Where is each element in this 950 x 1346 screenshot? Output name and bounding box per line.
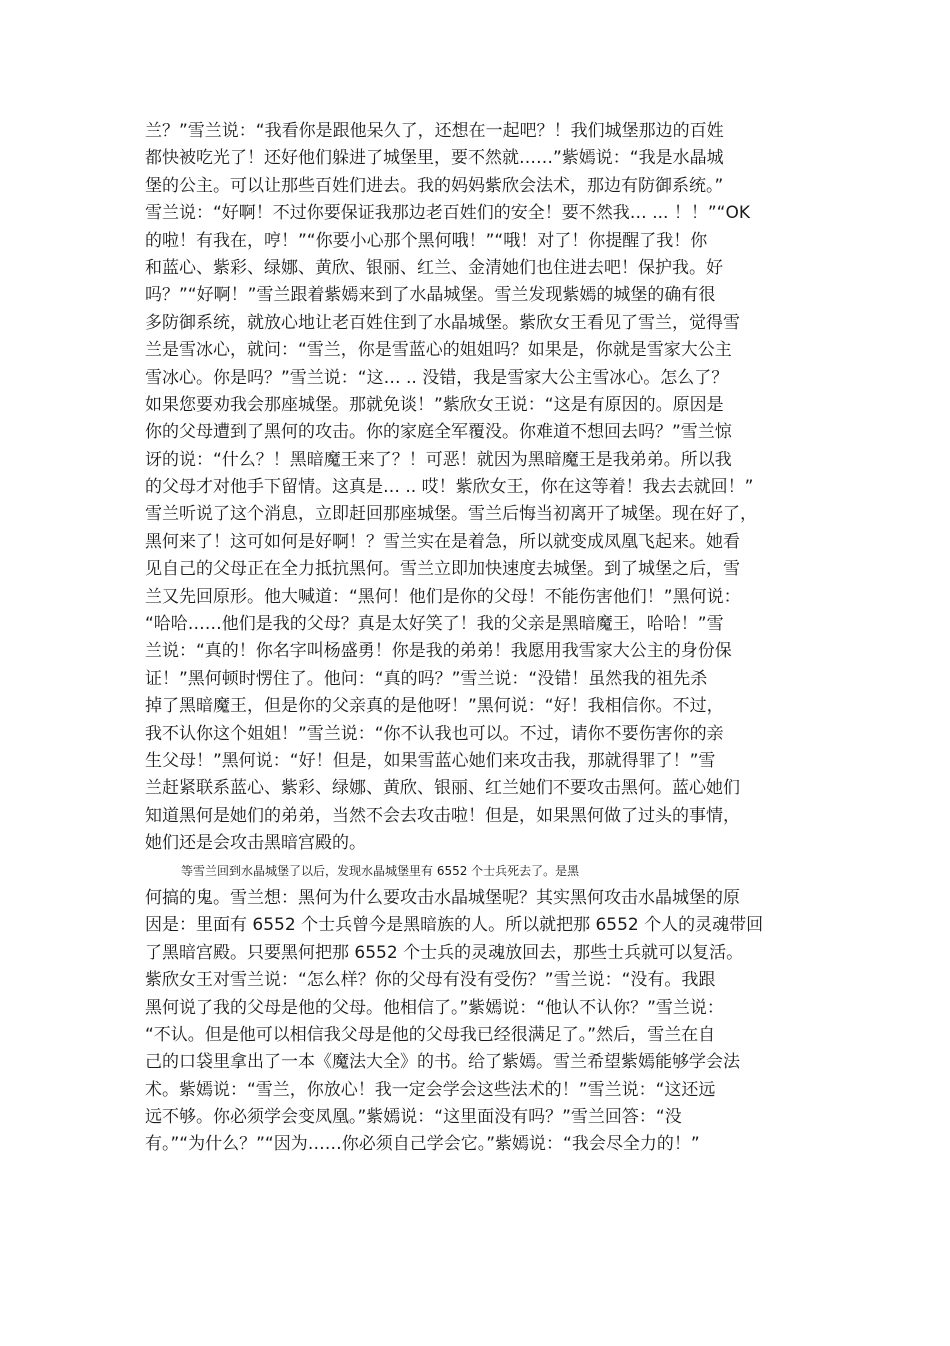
text-line: 兰赶紧联系蓝心、紫彩、绿娜、黄欣、银丽、红兰她们不要攻击黑何。蓝心她们: [145, 778, 740, 799]
text-line: 的啦！有我在，哼！”“你要小心那个黑何哦！”“哦！对了！你提醒了我！你: [145, 230, 708, 251]
text-line: 证！”黑何顿时愣住了。他问：“真的吗？”雪兰说：“没错！虽然我的祖先杀: [145, 668, 708, 689]
text-line: 因是：里面有 6552 个士兵曾今是黑暗族的人。所以就把那 6552 个人的灵魂带回: [145, 915, 764, 936]
text-line: 雪兰说：“好啊！不过你要保证我那边老百姓们的安全！要不然我… ... ！！”“OK: [145, 203, 750, 224]
text-line: 术。紫嫣说：“雪兰，你放心！我一定会学会这些法术的！”雪兰说：“这还远: [145, 1079, 716, 1100]
text-line: 多防御系统，就放心地让老百姓住到了水晶城堡。紫欣女王看见了雪兰，觉得雪: [145, 312, 740, 333]
text-line: 和蓝心、紫彩、绿娜、黄欣、银丽、红兰、金清她们也住进去吧！保护我。好: [145, 257, 723, 278]
text-line: 掉了黑暗魔王，但是你的父亲真的是他呀！”黑何说：“好！我相信你。不过，: [145, 696, 724, 717]
story-text-block: [145, 118, 825, 1159]
text-line: 知道黑何是她们的弟弟，当然不会去攻击啦！但是，如果黑何做了过头的事情，: [145, 805, 740, 826]
text-line: 何搞的鬼。雪兰想：黑何为什么要攻击水晶城堡呢？其实黑何攻击水晶城堡的原: [145, 887, 740, 908]
text-line: 讶的说：“什么？！黑暗魔王来了？！可恶！就因为黑暗魔王是我弟弟。所以我: [145, 449, 732, 470]
text-line: 我不认你这个姐姐！”雪兰说：“你不认我也可以。不过，请你不要伤害你的亲: [145, 723, 724, 744]
text-line: 生父母！”黑何说：“好！但是，如果雪蓝心她们来攻击我，那就得罪了！”雪: [145, 750, 716, 771]
text-line: 都快被吃光了！还好他们躲进了城堡里，要不然就……”紫嫣说：“我是水晶城: [145, 148, 724, 169]
text-line: 你的父母遭到了黑何的攻击。你的家庭全军覆没。你难道不想回去吗？”雪兰惊: [145, 422, 732, 443]
text-line: 她们还是会攻击黑暗宫殿的。: [145, 833, 366, 854]
text-line: 等雪兰回到水晶城堡了以后，发现水晶城堡里有 6552 个士兵死去了。是黑: [181, 863, 580, 878]
text-line: 有。”“为什么？”“因为……你必须自己学会它。”紫嫣说：“我会尽全力的！”: [145, 1134, 700, 1155]
text-line: 兰说：“真的！你名字叫杨盛勇！你是我的弟弟！我愿用我雪家大公主的身份保: [145, 641, 732, 662]
text-line: 见自己的父母正在全力抵抗黑何。雪兰立即加快速度去城堡。到了城堡之后，雪: [145, 559, 740, 580]
text-line: “哈哈……他们是我的父母？真是太好笑了！我的父亲是黑暗魔王，哈哈！”雪: [145, 614, 724, 635]
text-line: 的父母才对他手下留情。这真是… .. 哎！紫欣女王，你在这等着！我去去就回！”: [145, 477, 754, 498]
text-line: 雪冰心。你是吗？”雪兰说：“这… .. 没错，我是雪家大公主雪冰心。怎么了？: [145, 367, 729, 388]
text-line: 黑何说了我的父母是他的父母。他相信了。”紫嫣说：“他认不认你？”雪兰说：: [145, 997, 724, 1018]
text-line: 黑何来了！这可如何是好啊！？雪兰实在是着急，所以就变成凤凰飞起来。她看: [145, 531, 740, 552]
text-line: 紫欣女王对雪兰说：“怎么样？你的父母有没有受伤？”雪兰说：“没有。我跟: [145, 970, 716, 991]
text-line: “不认。但是他可以相信我父母是他的父母我已经很满足了。”然后，雪兰在自: [145, 1024, 716, 1045]
text-line: 吗？”“好啊！”雪兰跟着紫嫣来到了水晶城堡。雪兰发现紫嫣的城堡的确有很: [145, 285, 716, 306]
text-line: 远不够。你必须学会变凤凰。”紫嫣说：“这里面没有吗？”雪兰回答：“没: [145, 1107, 682, 1128]
text-line: 了黑暗宫殿。只要黑何把那 6552 个士兵的灵魂放回去，那些士兵就可以复活。: [145, 942, 744, 963]
text-line: 兰？”雪兰说：“我看你是跟他呆久了，还想在一起吧？！我们城堡那边的百姓: [145, 121, 724, 141]
text-line: 兰又先回原形。他大喊道：“黑何！他们是你的父母！不能伤害他们！”黑何说：: [145, 586, 741, 607]
text-line: 兰是雪冰心，就问：“雪兰，你是雪蓝心的姐姐吗？如果是，你就是雪家大公主: [145, 340, 732, 361]
text-line: 雪兰听说了这个消息，立即赶回那座城堡。雪兰后悔当初离开了城堡。现在好了，: [145, 504, 757, 525]
text-line: 堡的公主。可以让那些百姓们进去。我的妈妈紫欣会法术，那边有防御系统。”: [145, 175, 724, 196]
text-line: 如果您要劝我会那座城堡。那就免谈！”紫欣女王说：“这是有原因的。原因是: [145, 394, 724, 415]
text-line: 己的口袋里拿出了一本《魔法大全》的书。给了紫嫣。雪兰希望紫嫣能够学会法: [145, 1052, 740, 1073]
